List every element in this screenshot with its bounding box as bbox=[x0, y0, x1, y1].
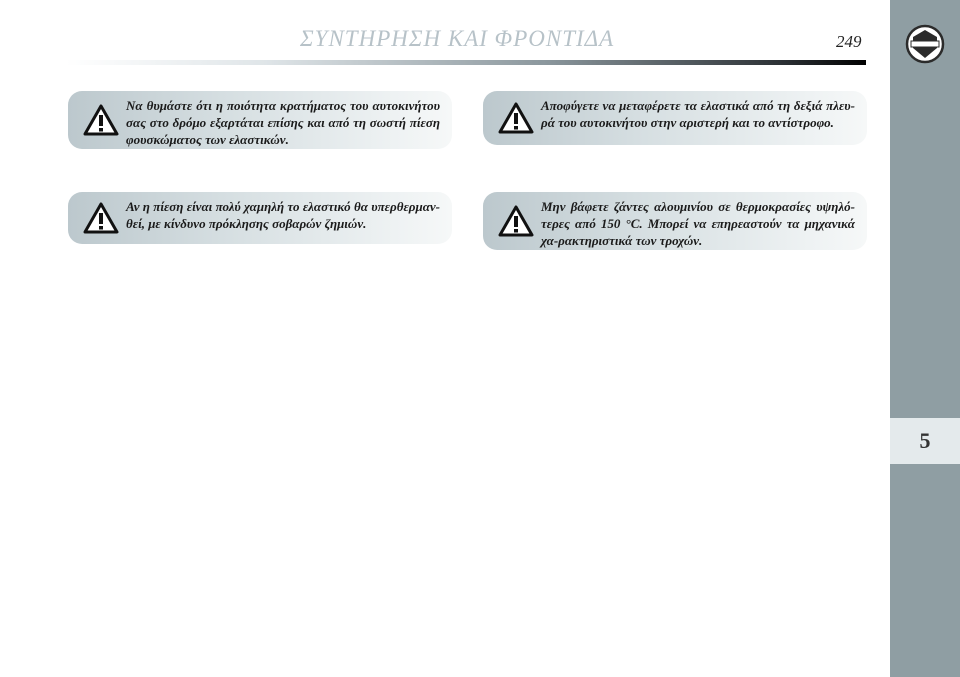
page-title: ΣΥΝΤΗΡΗΣΗ ΚΑΙ ΦΡΟΝΤΙΔΑ bbox=[300, 26, 615, 51]
warning-box bbox=[68, 91, 452, 149]
warning-triangle-icon bbox=[83, 104, 119, 136]
side-tab bbox=[890, 0, 960, 677]
lancia-logo-icon bbox=[905, 24, 945, 64]
page-number: 249 bbox=[836, 32, 862, 51]
warning-box bbox=[68, 192, 452, 244]
warning-box bbox=[483, 192, 867, 250]
chapter-tab[interactable]: 5 bbox=[890, 418, 960, 464]
warning-box bbox=[483, 91, 867, 145]
warning-text: Αποφύγετε να μεταφέρετε τα ελαστικά από τη δεξιά πλευ-ρά του αυτοκινήτου στην αριστερή και το αντίστροφο. bbox=[541, 98, 855, 130]
warning-text: Αν η πίεση είναι πολύ χαμηλή το ελαστικό θα υπερθερμαν-θεί, με κίνδυνο πρόκλησης σοβαρών ζημιών. bbox=[126, 199, 440, 231]
warning-text: Να θυμάστε ότι η ποιότητα κρατήματος του αυτοκινήτου σας στο δρόμο εξαρτάται επίσης και από τη σωστή πίεση φουσκώματος των ελαστικών. bbox=[126, 98, 440, 147]
warning-triangle-icon bbox=[498, 205, 534, 237]
warning-triangle-icon bbox=[498, 102, 534, 134]
warning-text: Μην βάφετε ζάντες αλουμινίου σε θερμοκρασίες υψηλό-τερες από 150 °C. Μπορεί να επηρεαστούν τα μηχανικά χα-ρακτηριστικά των τροχών. bbox=[541, 199, 855, 248]
warning-triangle-icon bbox=[83, 202, 119, 234]
header-rule bbox=[66, 60, 866, 65]
